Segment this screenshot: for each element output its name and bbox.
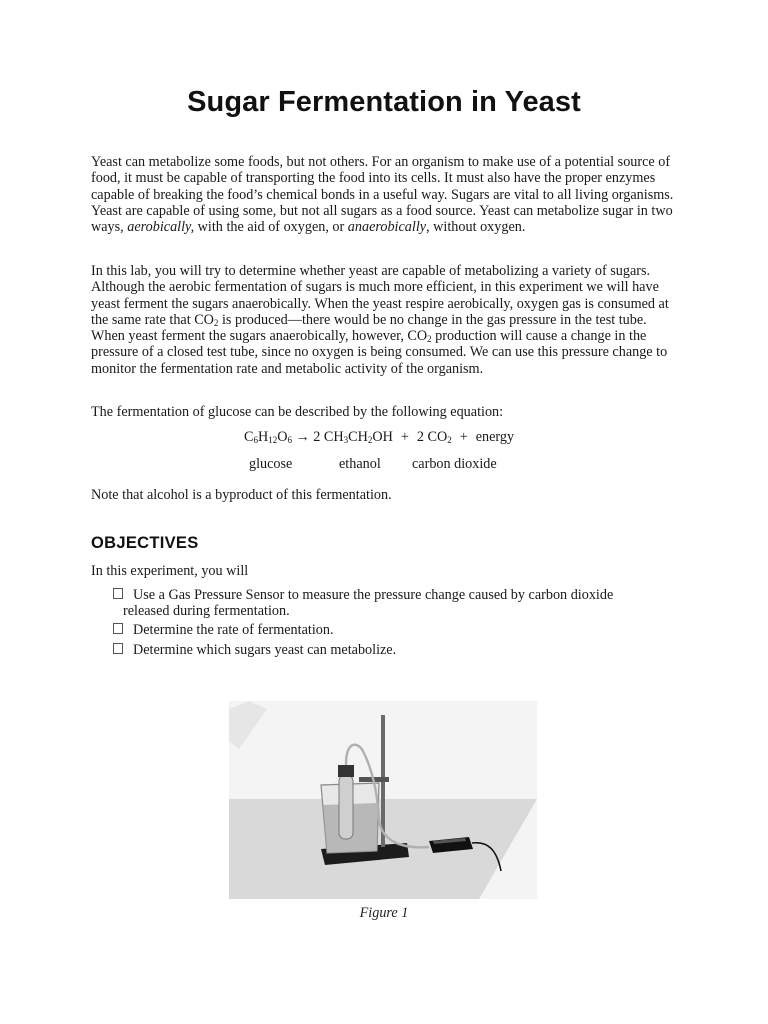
eq-sub: 6 [253,435,258,445]
page-title: Sugar Fermentation in Yeast [187,86,581,118]
eq-sub: 6 [287,435,292,445]
eq-sub: 3 [343,435,349,445]
intro-p1-text-b: with the aid of oxygen, or [194,219,348,236]
test-tube [339,775,353,839]
intro-paragraph-2 [91,263,677,377]
eq-hydrogen: H [257,429,269,445]
checkbox-icon [113,588,123,599]
label-ethanol: ethanol [339,456,381,472]
objectives-heading: OBJECTIVES [91,534,199,552]
eq-plus: + [400,429,409,445]
eq-sub: 2 [367,435,373,445]
eq-energy: energy [475,429,515,445]
eq-arrow-ethanol: → 2 CH [295,429,344,445]
eq-oh: OH [372,429,393,445]
intro-p1-text-a: Yeast can metabolize some foods, but not others. For an organism to make use of a potential source of food, it must be capable of transporting the food into its cells. It must also have the proper enzymes capable of breaking the food’s chemical bonds in a useful way. Sugars are vital to all living organisms. Yeast are capable of using some, but not all sugars as a food source. Yeast can metabolize sugar in two ways, [91,154,674,236]
intro-paragraph-1 [91,154,677,235]
label-glucose: glucose [249,456,293,472]
intro-p2-text-b: is produced—there would be no change in the gas pressure in the test tube. When yeast ferment the sugars anaerobically, however, CO [91,311,647,345]
objective-item [113,587,673,620]
eq-co2: 2 CO [416,429,448,445]
objectives-lead: In this experiment, you will [91,563,249,579]
checkbox-icon [113,643,123,654]
eq-oxygen: O [277,429,288,445]
objective-item [113,642,673,658]
intro-p2-text-c: production will cause a change in the pressure of a closed test tube, since no oxygen is being consumed. We can use this pressure change to monitor the fermentation rate and metabolic activity of the organism. [91,328,668,377]
co2-subscript: 2 [427,334,432,345]
apparatus-figure [229,701,537,899]
fermentation-equation [244,429,514,445]
checkbox-icon [113,623,123,634]
label-carbon-dioxide: carbon dioxide [412,456,497,472]
eq-carbon: C [244,429,254,445]
objective-text: Use a Gas Pressure Sensor to measure the pressure change caused by carbon dioxide [133,587,614,603]
objective-item [113,622,673,638]
objective-text: Determine which sugars yeast can metabolize. [133,642,397,658]
intro-p1-emphasis-anaerobically: anaerobically [347,219,427,236]
byproduct-note: Note that alcohol is a byproduct of this fermentation. [91,487,392,503]
eq-plus: + [459,429,468,445]
objective-text-continued: released during fermentation. [123,603,290,620]
co2-subscript: 2 [213,317,219,328]
equation-intro: The fermentation of glucose can be described by the following equation: [91,404,504,420]
eq-sub: 2 [447,435,452,445]
eq-ch2: CH [348,429,368,445]
intro-p1-text-c: , without oxygen. [426,219,526,236]
eq-sub: 12 [268,435,278,445]
intro-p1-emphasis-aerobically: aerobically, [127,219,195,236]
objective-text: Determine the rate of fermentation. [133,622,334,638]
rubber-stopper [338,765,354,777]
intro-p2-text-a: In this lab, you will try to determine whether yeast are capable of metabolizing a variety of sugars. Although the aerobic fermentation of sugars is much more efficient, in this experiment we will have yeast ferment the sugars anaerobically. When the yeast respire aerobically, oxygen gas is consumed at the same rate that CO [91,263,669,328]
figure-caption: Figure 1 [359,905,409,921]
